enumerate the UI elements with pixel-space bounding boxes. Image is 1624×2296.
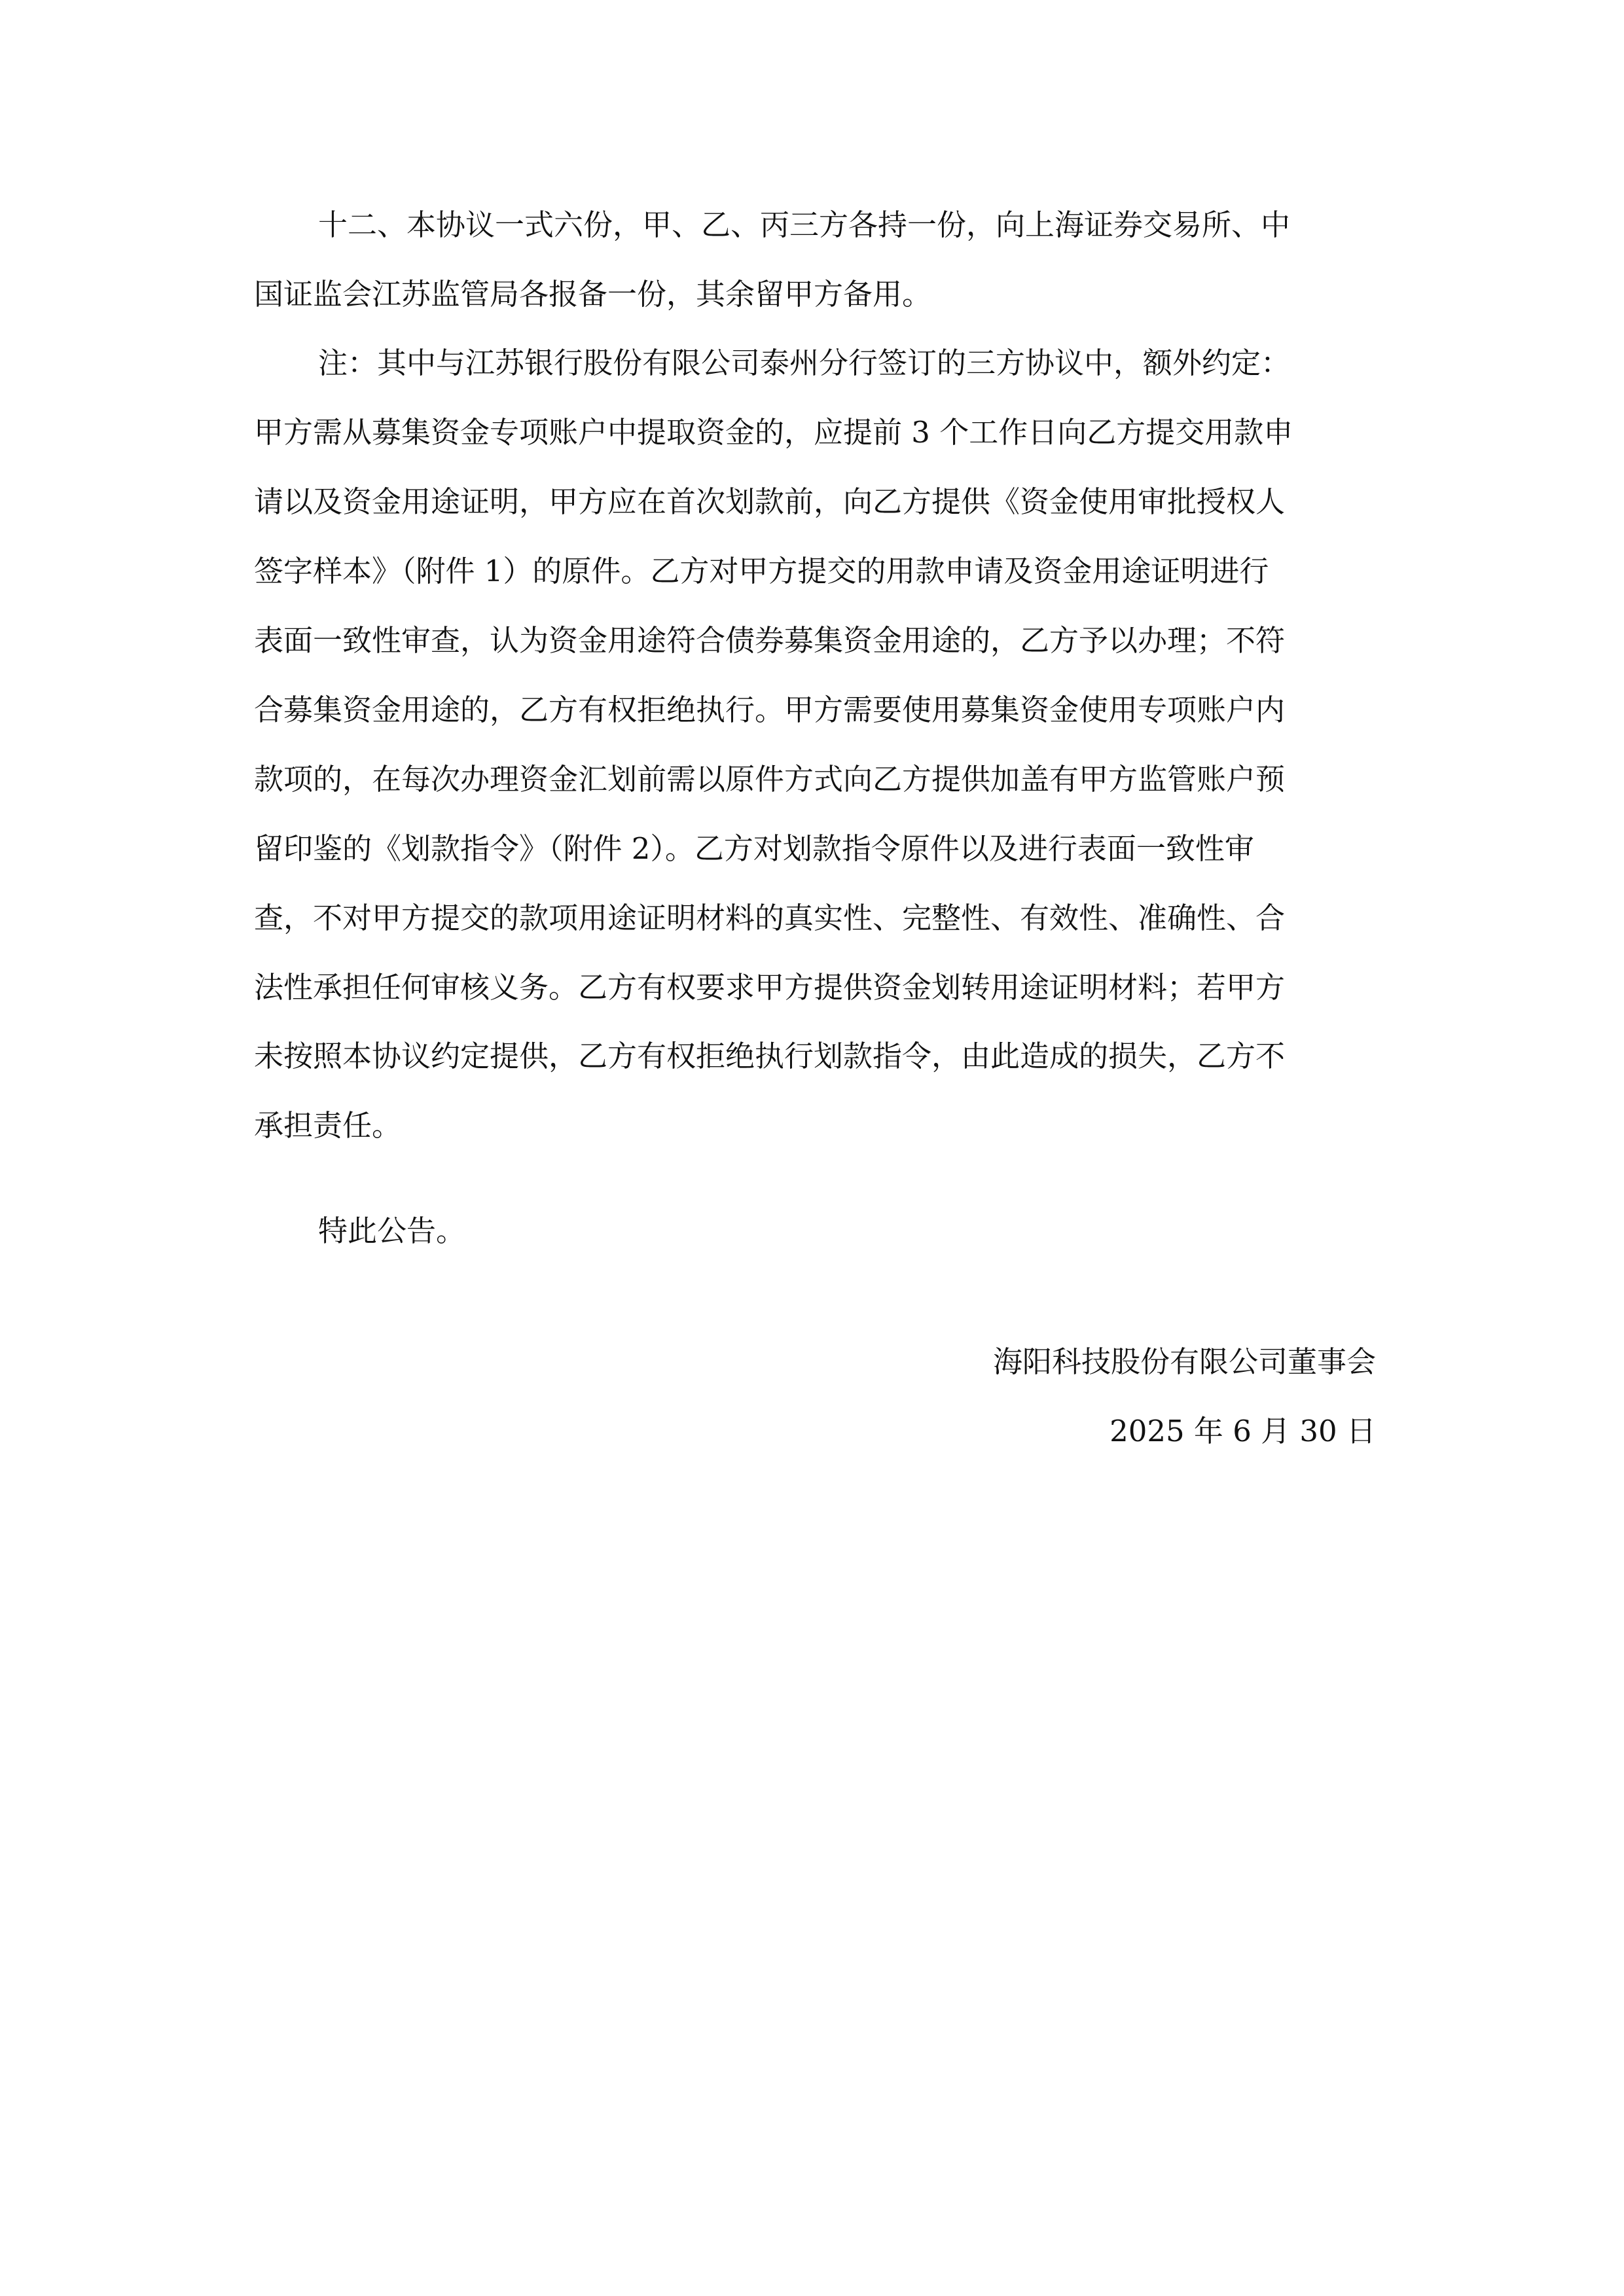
paragraph-line: 未按照本协议约定提供，乙方有权拒绝执行划款指令，由此造成的损失，乙方不 [254, 1039, 1286, 1073]
document-body [254, 0, 1376, 2296]
paragraph-line: 查，不对甲方提交的款项用途证明材料的真实性、完整性、有效性、准确性、合 [254, 901, 1286, 935]
paragraph-line: 留印鉴的《划款指令》（附件 2）。乙方对划款指令原件以及进行表面一致性审 [254, 831, 1254, 866]
paragraph-line: 十二、本协议一式六份，甲、乙、丙三方各持一份，向上海证券交易所、中 [318, 207, 1291, 242]
paragraph-line: 注：其中与江苏银行股份有限公司泰州分行签订的三方协议中，额外约定： [318, 346, 1291, 380]
paragraph-line: 请以及资金用途证明，甲方应在首次划款前，向乙方提供《资金使用审批授权人 [254, 484, 1286, 519]
paragraph-line: 甲方需从募集资金专项账户中提取资金的，应提前 3 个工作日向乙方提交用款申 [254, 415, 1293, 450]
paragraph-line: 法性承担任何审核义务。乙方有权要求甲方提供资金划转用途证明材料；若甲方 [254, 970, 1286, 1005]
paragraph-line: 合募集资金用途的，乙方有权拒绝执行。甲方需要使用募集资金使用专项账户内 [254, 692, 1286, 727]
paragraph-line: 签字样本》（附件 1）的原件。乙方对甲方提交的用款申请及资金用途证明进行 [254, 554, 1269, 588]
date-line: 2025 年 6 月 30 日 [1110, 1414, 1376, 1448]
closing-statement: 特此公告。 [318, 1213, 466, 1248]
signature-line: 海阳科技股份有限公司董事会 [992, 1344, 1376, 1379]
paragraph-line: 款项的，在每次办理资金汇划前需以原件方式向乙方提供加盖有甲方监管账户预 [254, 762, 1286, 797]
paragraph-line: 表面一致性审查，认为资金用途符合债券募集资金用途的，乙方予以办理；不符 [254, 623, 1286, 658]
paragraph-line: 国证监会江苏监管局各报备一份，其余留甲方备用。 [254, 277, 932, 312]
paragraph-line: 承担责任。 [254, 1108, 402, 1143]
